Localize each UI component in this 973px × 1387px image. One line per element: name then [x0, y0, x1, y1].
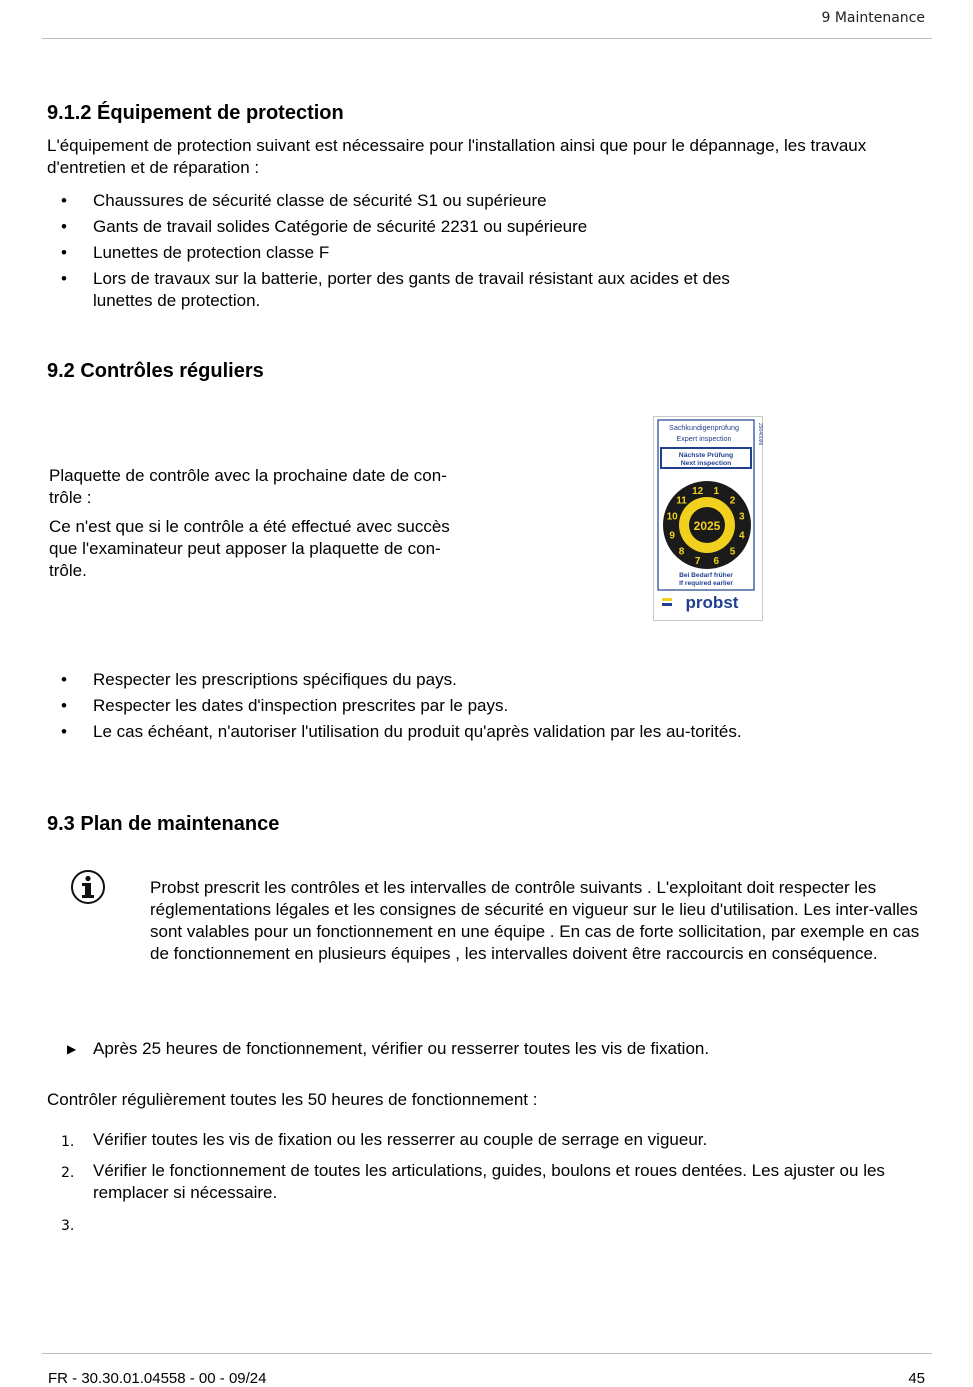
regular-check-intro: Contrôler régulièrement toutes les 50 heures de fonctionnement : — [47, 1090, 538, 1109]
sticker-month-8: 8 — [678, 546, 685, 558]
page-number: 45 — [908, 1370, 925, 1387]
sticker-month-11: 11 — [676, 495, 687, 507]
list-item: • Gants de travail solides Catégorie de sécurité 2231 ou supérieure — [61, 217, 588, 236]
running-header: 9 Maintenance — [821, 10, 925, 26]
list-item: • Respecter les dates d'inspection prescrites par le pays. — [61, 696, 509, 715]
list-item: • Lors de travaux sur la batterie, porter des gants de travail résistant aux acides et des lunettes de protection. — [61, 269, 730, 310]
country-rules-list — [47, 669, 747, 747]
section-title-9-3: 9.3 Plan de maintenance — [47, 813, 280, 835]
sticker-month-6: 6 — [713, 555, 720, 567]
sticker-next-2: Next inspection — [680, 460, 732, 467]
sticker-month-10: 10 — [666, 511, 678, 523]
sticker-next-1: Nächste Prüfung — [678, 452, 734, 459]
triangle-right-icon: ▶ — [67, 1042, 77, 1056]
list-item: • Le cas échéant, n'autoriser l'utilisation du produit qu'après validation par les au-torités. — [61, 722, 742, 741]
list-item: 1. Vérifier toutes les vis de fixation ou les resserrer au couple de serrage en vigueur. — [61, 1130, 708, 1150]
sticker-line2: Expert inspection — [676, 434, 732, 443]
sticker-month-9: 9 — [669, 530, 675, 542]
sticker-explanation: Ce n'est que si le contrôle a été effectué avec succès que l'examinateur peut apposer la plaquette de con-trôle. — [49, 517, 450, 580]
info-icon — [70, 869, 106, 905]
list-item: 2. Vérifier le fonctionnement de toutes les articulations, guides, boulons et roues dentées. Les ajuster ou les remplacer si nécessaire. — [61, 1161, 885, 1202]
action-step: ▶ Après 25 heures de fonctionnement, vérifier ou resserrer toutes les vis de fixation. — [67, 1039, 710, 1058]
section-title-9-2: 9.2 Contrôles réguliers — [47, 360, 264, 382]
sticker-month-1: 1 — [713, 486, 720, 498]
sticker-serial: 29040096 — [757, 423, 763, 446]
protection-intro: L'équipement de protection suivant est nécessaire pour l'installation ainsi que pour le dépannage, les travaux d'entretien et de réparation : — [47, 136, 867, 177]
info-note: Probst prescrit les contrôles et les intervalles de contrôle suivants . L'exploitant doit respecter les réglementations légales et les consignes de sécurité en vigueur sur le lieu d'utilisation. Les inter-valles sont valables pour un fonctionnement en une équipe . En cas de forte sollicitation, par exemple en cas de fonctionnement en plusieurs équipes , les intervalles doivent être raccourcis en conséquence. — [150, 878, 920, 963]
footer-rule — [42, 1353, 932, 1354]
list-item: • Lunettes de protection classe F — [61, 243, 330, 262]
section-title-9-1-2: 9.1.2 Équipement de protection — [47, 102, 344, 124]
inspection-sticker-image — [653, 416, 763, 621]
sticker-month-7: 7 — [694, 555, 701, 567]
list-item: • Chaussures de sécurité classe de sécurité S1 ou supérieure — [61, 191, 547, 210]
sticker-month-5: 5 — [729, 546, 736, 558]
protection-list — [47, 190, 747, 316]
sticker-line1: Sachkundigenprüfung — [669, 423, 739, 432]
inspection-sticker-graphic — [654, 417, 762, 620]
header-rule — [42, 38, 932, 39]
sticker-bottom-1: Bei Bedarf früher — [679, 572, 733, 579]
sticker-caption: Plaquette de contrôle avec la prochaine date de con-trôle : — [49, 466, 447, 507]
list-item: • Respecter les prescriptions spécifiques du pays. — [61, 670, 457, 689]
document-reference: FR - 30.30.01.04558 - 00 - 09/24 — [48, 1370, 267, 1387]
sticker-month-2: 2 — [729, 495, 736, 507]
sticker-month-4: 4 — [739, 530, 745, 542]
sticker-month-12: 12 — [692, 486, 704, 498]
sticker-bottom-2: If required earlier — [679, 580, 733, 587]
sticker-brand: probst — [685, 593, 739, 612]
check-steps-list: 1. Vérifier toutes les vis de fixation ou les resserrer au couple de serrage en vigueur. 2. Vérifier le fonctionnement de toutes les articulations, guides, boulons et roues dentées. Les ajuster ou les remplacer si nécessaire. 3. — [47, 1129, 927, 1213]
sticker-month-3: 3 — [739, 511, 745, 523]
sticker-year: 2025 — [693, 519, 721, 533]
